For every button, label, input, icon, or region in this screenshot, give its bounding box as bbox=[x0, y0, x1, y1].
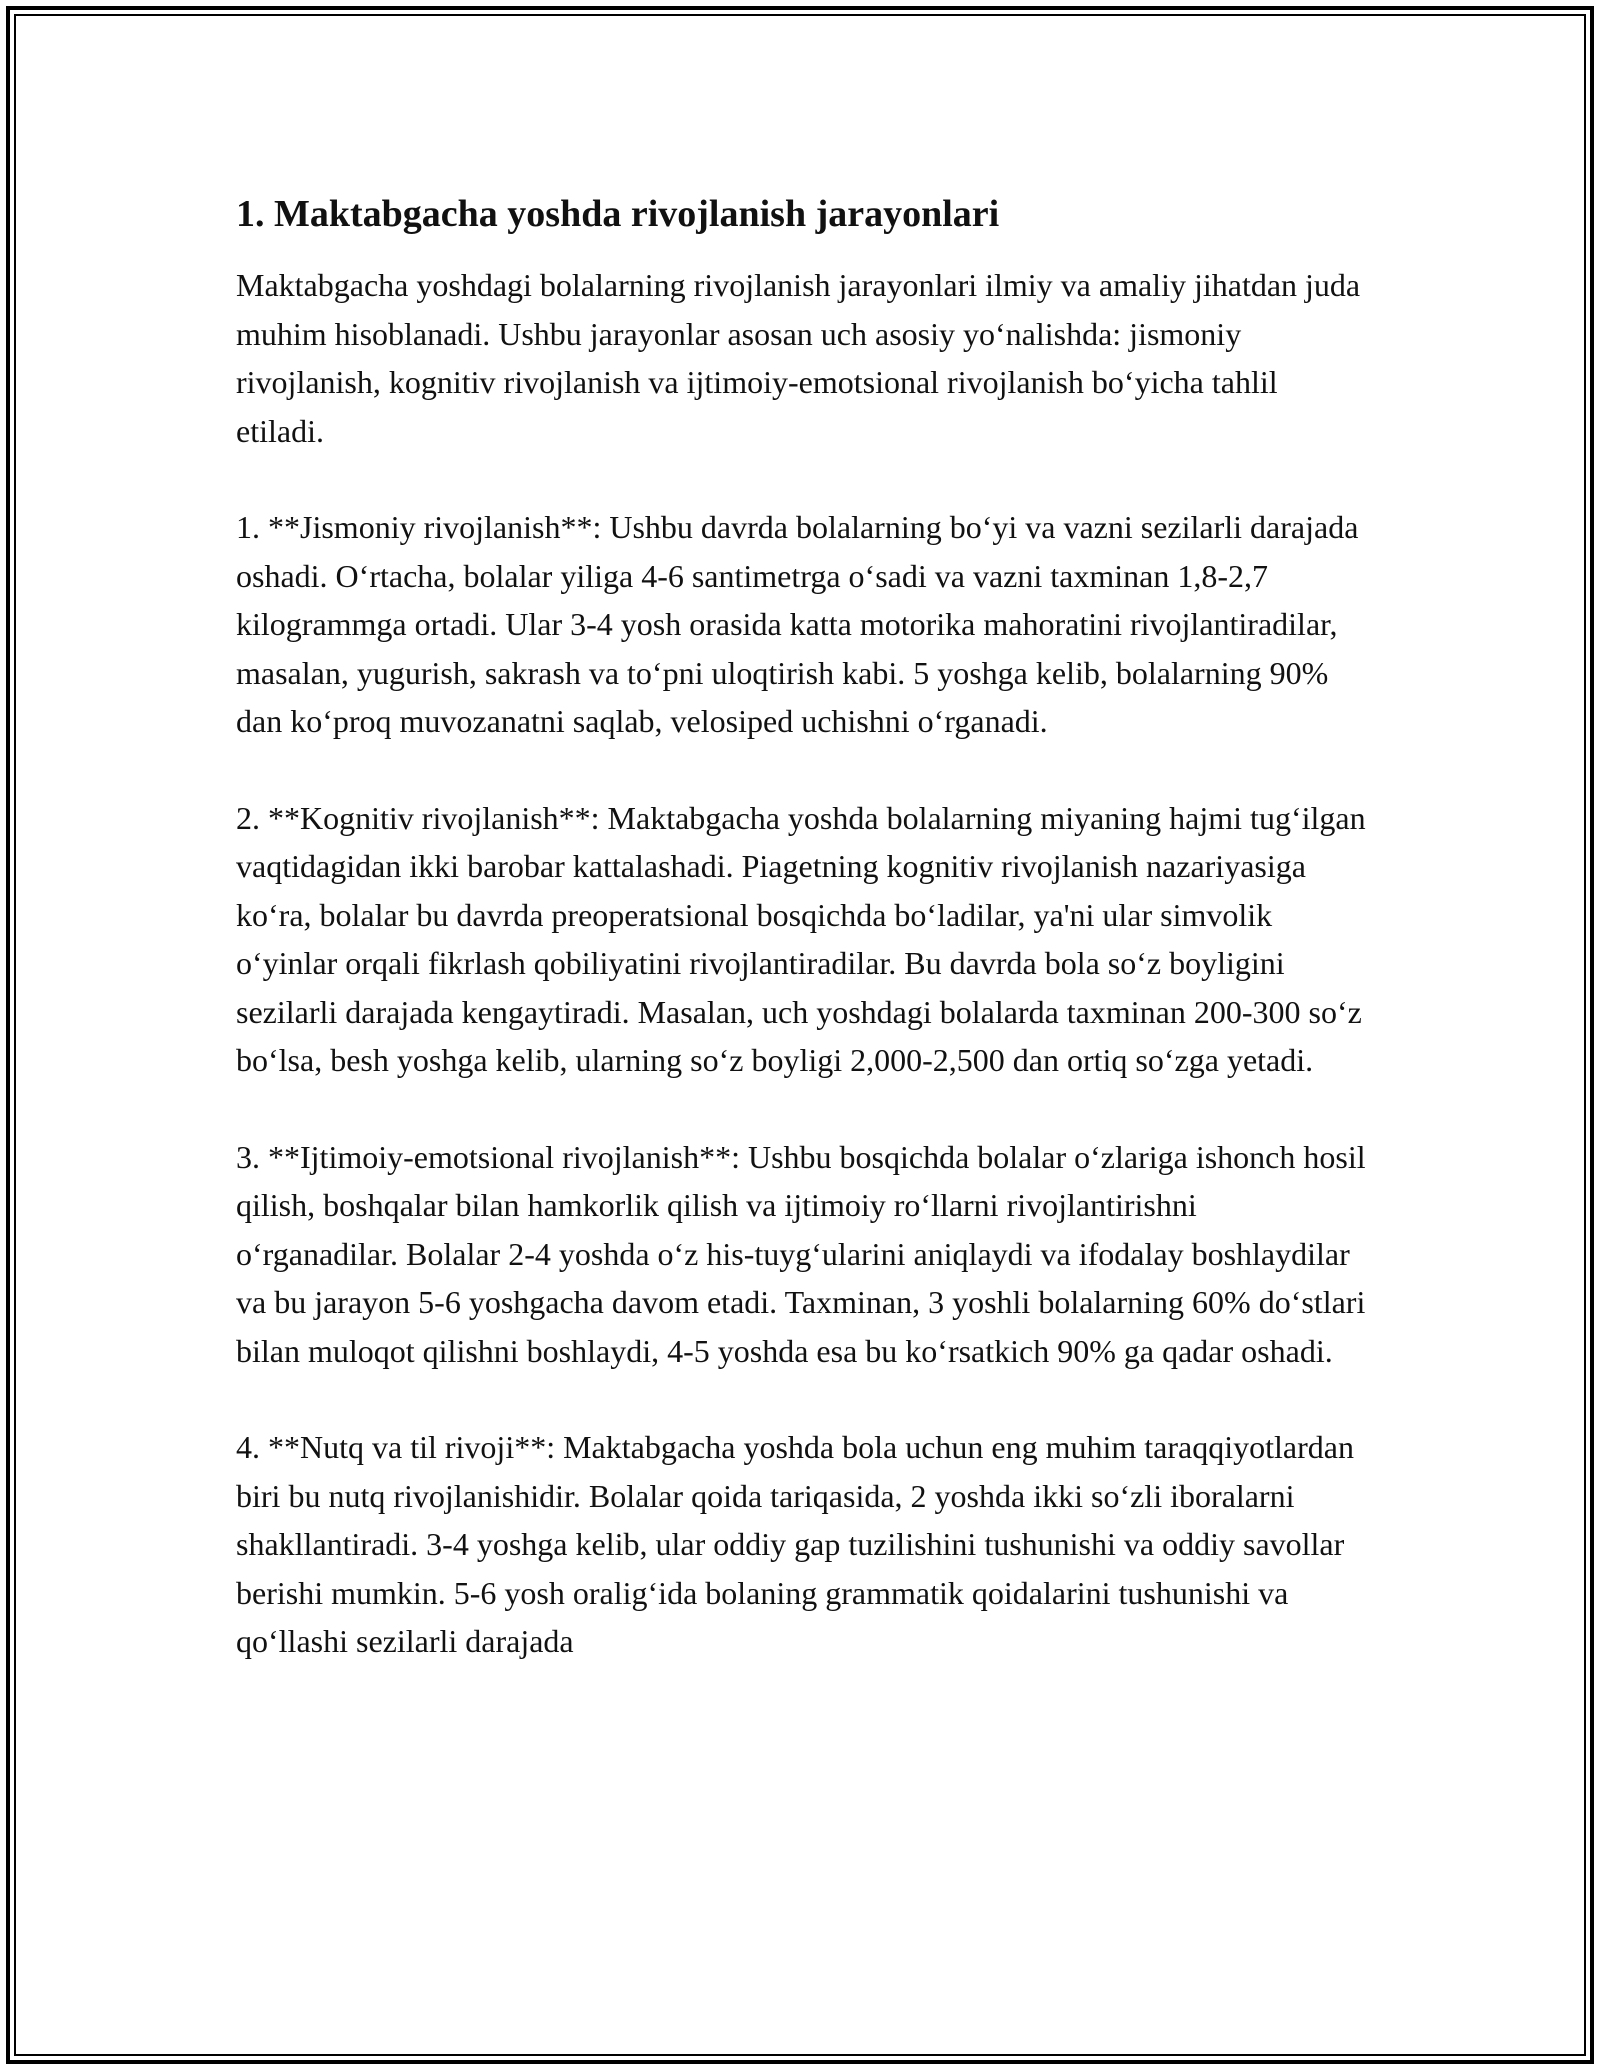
cognitive-development-paragraph: 2. **Kognitiv rivojlanish**: Maktabgacha yoshda bolalarning miyaning hajmi tug‘ilgan vaqtidagidan ikki barobar kattalashadi. Piagetning kognitiv rivojlanish nazariyasiga ko‘ra, bolalar bu davrda preoperatsional bosqichda bo‘ladilar, ya'ni ular simvolik o‘yinlar orqali fikrlash qobiliyatini rivojlantiradilar. Bu davrda bola so‘z boyligini sezilarli darajada kengaytiradi. Masalan, uch yoshdagi bolalarda taxminan 200-300 so‘z bo‘lsa, besh yoshga kelib, ularning so‘z boyligi 2,000-2,500 dan ortiq so‘zga yetadi. bbox=[236, 799, 1374, 1078]
physical-development-paragraph: 1. **Jismoniy rivojlanish**: Ushbu davrda bolalarning bo‘yi va vazni sezilarli darajada oshadi. O‘rtacha, bolalar yiliga 4-6 santimetrga o‘sadi va vazni taxminan 1,8-2,7 kilogrammga ortadi. Ular 3-4 yosh orasida katta motorika mahoratini rivojlantiradilar, masalan, yugurish, sakrash va to‘pni uloqtirish kabi. 5 yoshga kelib, bolalarning 90% dan ko‘proq muvozanatni saqlab, velosiped uchishni o‘rganadi. bbox=[236, 509, 1367, 739]
speech-development-paragraph: 4. **Nutq va til rivoji**: Maktabgacha yoshda bola uchun eng muhim taraqqiyotlardan biri bu nutq rivojlanishidir. Bolalar qoida tariqasida, 2 yoshda ikki so‘zli iboralarni shakllantiradi. 3-4 yoshga kelib, ular oddiy gap tuzilishini tushunishi va oddiy savollar berishi mumkin. 5-6 yosh oralig‘ida bolaning grammatik qoidalarini tushunishi va qo‘llashi sezilarli darajada bbox=[236, 1429, 1362, 1659]
section-heading: 1. Maktabgacha yoshda rivojlanish jarayonlari bbox=[236, 193, 1000, 235]
intro-paragraph: Maktabgacha yoshdagi bolalarning rivojlanish jarayonlari ilmiy va amaliy jihatdan juda muhim hisoblanadi. Ushbu jarayonlar asosan uch asosiy yo‘nalishda: jismoniy rivojlanish, kognitiv rivojlanish va ijtimoiy-emotsional rivojlanish bo‘yicha tahlil etiladi. bbox=[236, 267, 1369, 449]
document-body bbox=[236, 183, 1374, 1714]
socio-emotional-development-paragraph: 3. **Ijtimoiy-emotsional rivojlanish**: Ushbu bosqichda bolalar o‘zlariga ishonch hosil qilish, boshqalar bilan hamkorlik qilish va ijtimoiy ro‘llarni rivojlantirishni o‘rganadilar. Bolalar 2-4 yoshda o‘z his-tuyg‘ularini aniqlaydi va ifodalay boshlaydilar va bu jarayon 5-6 yoshgacha davom etadi. Taxminan, 3 yoshli bolalarning 60% do‘stlari bilan muloqot qilishni boshlaydi, 4-5 yoshda esa bu ko‘rsatkich 90% ga qadar oshadi. bbox=[236, 1138, 1374, 1369]
